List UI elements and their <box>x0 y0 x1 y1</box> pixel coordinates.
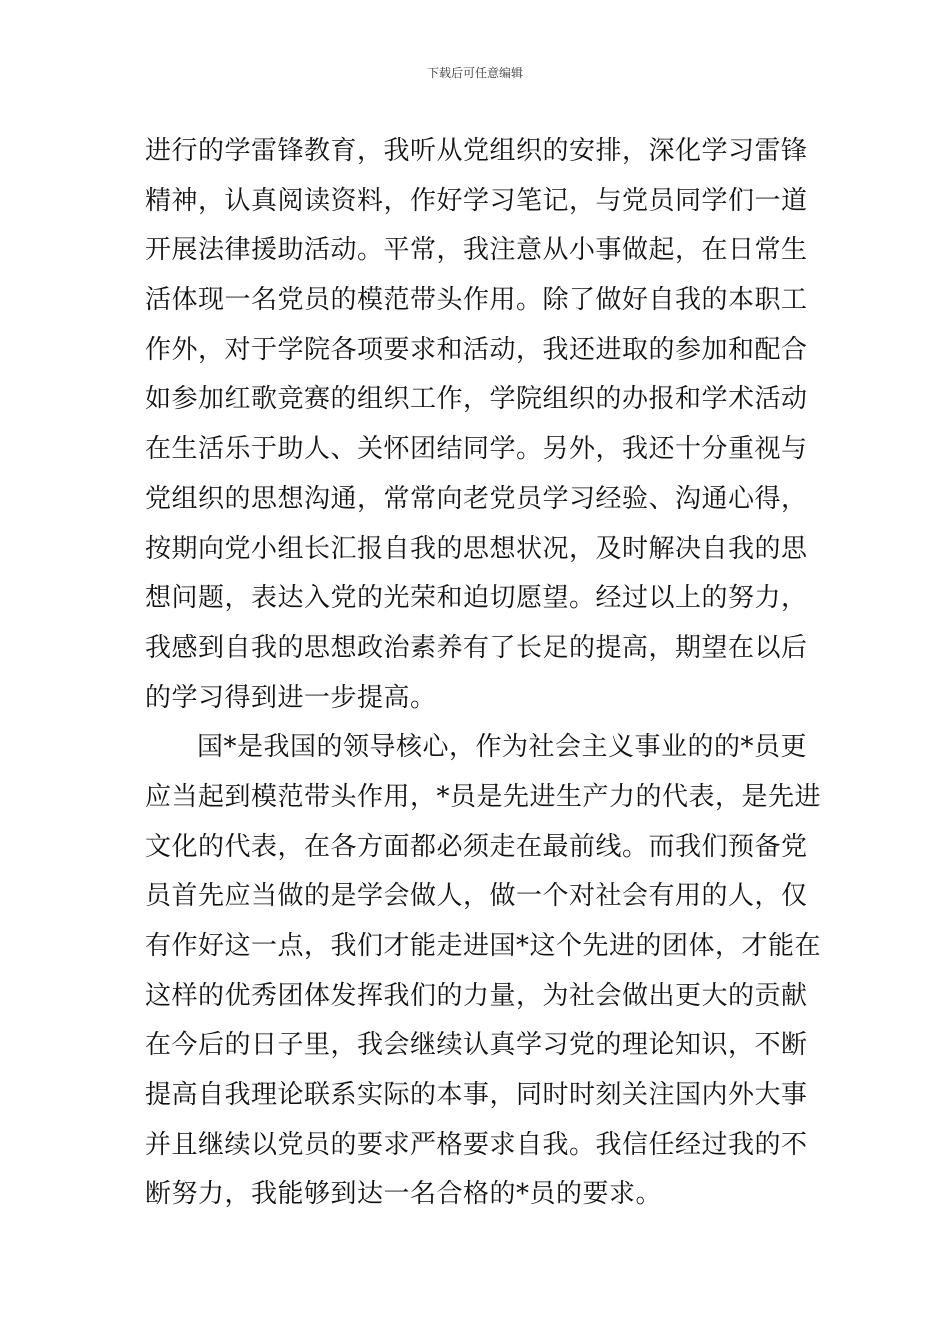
text-line: 的学习得到进一步提高。 <box>145 682 437 713</box>
text-line: 国*是我国的领导核心，作为社会主义事业的的*员更 <box>197 732 808 763</box>
text-line: 活体现一名党员的模范带头作用。除了做好自我的本职工 <box>145 285 808 316</box>
text-line: 在生活乐于助人、关怀团结同学。另外，我还十分重视与 <box>145 434 808 465</box>
text-line: 断努力，我能够到达一名合格的*员的要求。 <box>145 1179 663 1210</box>
text-line: 作外，对于学院各项要求和活动，我还进取的参加和配合 <box>145 334 808 365</box>
text-line: 在今后的日子里，我会继续认真学习党的理论知识，不断 <box>145 1030 808 1061</box>
page-header: 下载后可任意编辑 <box>426 66 523 80</box>
text-line: 党组织的思想沟通，常常向老党员学习经验、沟通心得， <box>145 483 808 514</box>
text-line: 开展法律援助活动。平常，我注意从小事做起，在日常生 <box>145 235 808 266</box>
text-line: 这样的优秀团体发挥我们的力量，为社会做出更大的贡献 <box>145 980 808 1011</box>
text-line: 文化的代表，在各方面都必须走在最前线。而我们预备党 <box>145 831 808 862</box>
text-line: 按期向党小组长汇报自我的思想状况，及时解决自我的思 <box>145 533 808 564</box>
text-line: 进行的学雷锋教育，我听从党组织的安排，深化学习雷锋 <box>145 136 808 166</box>
text-line: 我感到自我的思想政治素养有了长足的提高，期望在以后 <box>145 632 808 663</box>
text-line: 应当起到模范带头作用，*员是先进生产力的代表，是先进 <box>145 781 822 812</box>
text-line: 有作好这一点，我们才能走进国*这个先进的团体，才能在 <box>145 931 822 961</box>
text-line: 如参加红歌竞赛的组织工作，学院组织的办报和学术活动 <box>145 384 808 415</box>
text-line: 提高自我理论联系实际的本事，同时时刻关注国内外大事 <box>145 1080 808 1111</box>
text-line: 精神，认真阅读资料，作好学习笔记，与党员同学们一道 <box>145 185 808 216</box>
text-line: 并且继续以党员的要求严格要求自我。我信任经过我的不 <box>145 1129 808 1160</box>
document-body <box>145 127 822 1220</box>
text-line: 想问题，表达入党的光荣和迫切愿望。经过以上的努力， <box>145 583 808 614</box>
text-line: 员首先应当做的是学会做人，做一个对社会有用的人，仅 <box>145 881 808 912</box>
